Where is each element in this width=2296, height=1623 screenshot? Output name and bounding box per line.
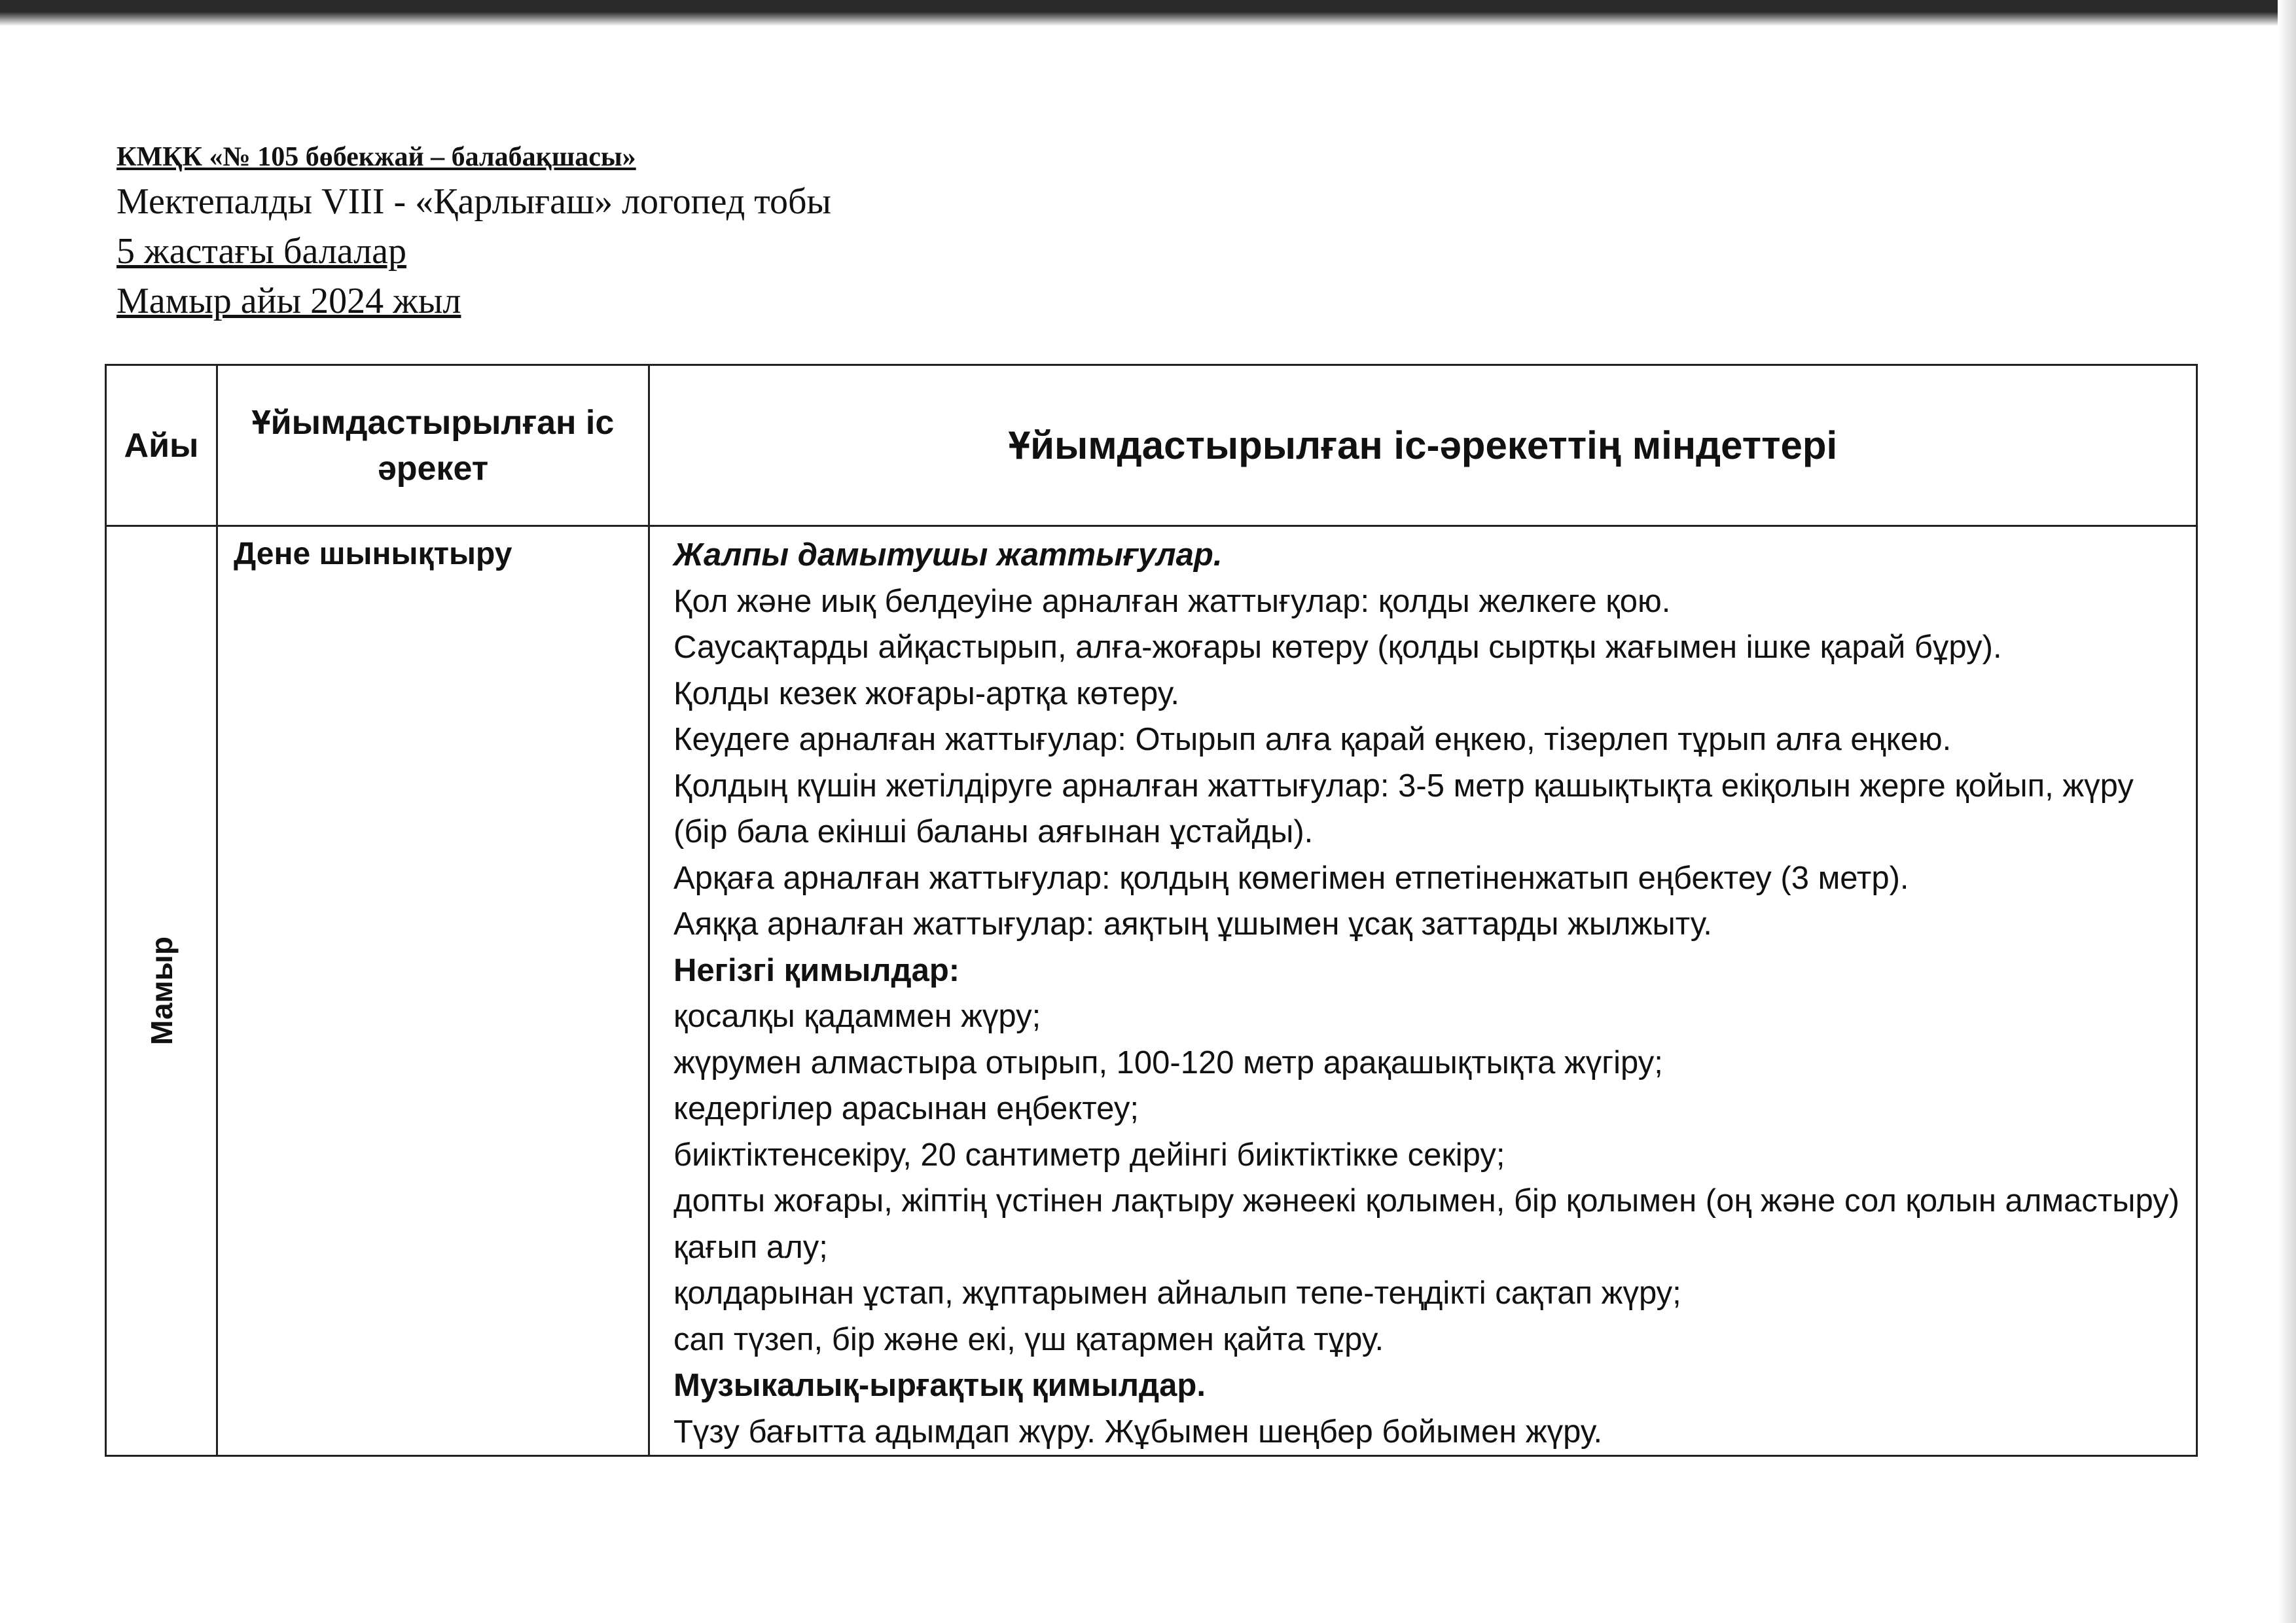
task-line: Түзу бағытта адымдап жүру. Жұбымен шеңбер бойымен жүру.: [673, 1414, 1603, 1450]
month-label: Мамыр: [144, 936, 179, 1045]
column-header-tasks: Ұйымдастырылған іс-әрекеттің міндеттері: [649, 365, 2197, 526]
task-line: Аяққа арналған жаттығулар: аяқтың ұшымен ұсақ заттарды жылжыту.: [673, 906, 1712, 942]
task-line: қолдарынан ұстап, жұптарымен айналып тепе-теңдікті сақтап жүру;: [673, 1275, 1681, 1311]
task-line: сап түзеп, бір және екі, үш қатармен қайта тұру.: [673, 1321, 1384, 1357]
task-line: кедергілер арасынан еңбектеу;: [673, 1091, 1139, 1126]
scan-edge-right: [2278, 0, 2296, 1623]
task-line: Саусақтарды айқастырып, алға-жоғары көтеру (қолды сыртқы жағымен ішке қарай бұру).: [673, 630, 2002, 665]
task-line: Кеудеге арналған жаттығулар: Отырып алға қарай еңкею, тізерлеп тұрып алға еңкею.: [673, 722, 1952, 757]
scan-edge-top: [0, 0, 2296, 26]
task-line: биіктіктенсекіру, 20 сантиметр дейінгі биіктіктікке секіру;: [673, 1137, 1505, 1173]
plan-table: [105, 364, 2198, 1457]
task-line: Негізгі қимылдар:: [673, 952, 960, 988]
task-line: қосалқы қадаммен жүру;: [673, 999, 1041, 1034]
task-line: допты жоғары, жіптің үстінен лақтыру жәнеекі қолымен, бір қолымен (оң және сол қолын алмастыру) қағып алу;: [673, 1183, 2179, 1265]
task-line: Қолды кезек жоғары-артқа көтеру.: [673, 675, 1179, 711]
period: Мамыр айы 2024 жыл: [117, 281, 461, 321]
task-line: Музыкалық-ырғақтық қимылдар.: [673, 1368, 1206, 1403]
activity-cell: Дене шынықтыру: [217, 526, 649, 1456]
tasks-cell: [649, 526, 2197, 1456]
task-line: Арқаға арналған жаттығулар: қолдың көмегімен етпетіненжатып еңбектеу (3 метр).: [673, 860, 1909, 896]
task-line: жүрумен алмастыра отырып, 100-120 метр арақашықтықта жүгіру;: [673, 1044, 1663, 1080]
table-header-row: [106, 365, 2197, 526]
age-group: 5 жастағы балалар: [117, 231, 406, 272]
task-line: Қолдың күшін жетілдіруге арналған жаттығулар: 3-5 метр қашықтықта екіқолын жерге қойып, жүру (бір бала екінші баланы аяғынан ұстайды).: [673, 768, 2134, 849]
column-header-month: Айы: [106, 365, 217, 526]
document-header: [117, 137, 831, 326]
column-header-activity: Ұйымдастырылған іс әрекет: [217, 365, 649, 526]
task-line: Қол және иық белдеуіне арналған жаттығулар: қолды желкеге қою.: [673, 583, 1671, 619]
table-row: [106, 526, 2197, 1456]
organization-name: КМҚК «№ 105 бөбекжай – балабақшасы»: [117, 142, 636, 172]
month-cell: [106, 526, 217, 1456]
task-line: Жалпы дамытушы жаттығулар.: [673, 537, 1223, 573]
group-name: Мектепалды VIII - «Қарлығаш» логопед тобы: [117, 181, 832, 222]
